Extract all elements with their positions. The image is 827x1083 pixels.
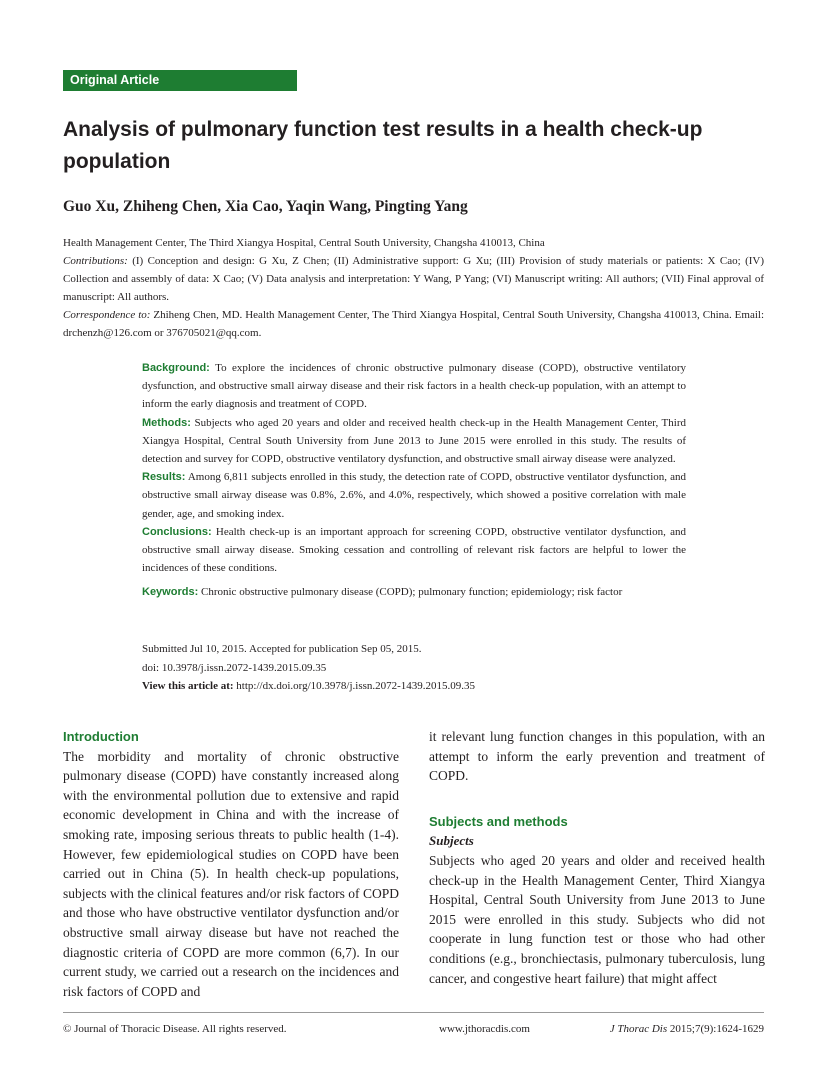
results-text: Among 6,811 subjects enrolled in this study, the detection rate of COPD, obstructive ventilator dysfunction, and obstructive small airway disease was 0.8%, 2.6%, and 4.0%, respectively, which showed a positive correlation with male gender, age, and smoking index.	[142, 471, 686, 520]
article-metadata	[63, 234, 764, 342]
copyright: © Journal of Thoracic Disease. All rights reserved.	[63, 1023, 287, 1035]
results-label: Results:	[142, 471, 186, 484]
contributions-text: (I) Conception and design: G Xu, Z Chen; (II) Administrative support: G Xu; (III) Provision of study materials or patients: X Cao; (IV) Collection and assembly of data: X Cao; (V) Data analysis and interpretation: Y Wang, P Yang; (VI) Manuscript writing: All authors; (VII) Final approval of manuscript: All authors.	[63, 255, 764, 303]
affiliation: Health Management Center, The Third Xiangya Hospital, Central South University, Changsha 410013, China	[63, 237, 545, 249]
conclusions-label: Conclusions:	[142, 525, 212, 538]
introduction-heading: Introduction	[63, 729, 139, 744]
abstract-conclusions	[142, 523, 686, 578]
view-url[interactable]: http://dx.doi.org/10.3978/j.issn.2072-1439.2015.09.35	[233, 680, 476, 692]
abstract-background	[142, 359, 686, 414]
view-article	[142, 677, 686, 696]
correspondence-label: Correspondence to:	[63, 309, 151, 321]
citation-details: 2015;7(9):1624-1629	[667, 1023, 764, 1035]
page-footer	[63, 1020, 764, 1038]
doi: doi: 10.3978/j.issn.2072-1439.2015.09.35	[142, 661, 327, 674]
background-text: To explore the incidences of chronic obstructive pulmonary disease (COPD), obstructive ventilatory dysfunction, and obstructive small airway disease and their risk factors in a health check-up population, with an attempt to inform the early diagnosis and treatment of COPD.	[142, 362, 686, 411]
introduction-text: The morbidity and mortality of chronic obstructive pulmonary disease (COPD) have constantly increased along with the environmental pollution due to extensive and rapid economic development in China and with the increase of smoking rate, imposing serious threats to public health (1-4). However, few epidemiological studies on COPD have been carried out in China (5). In health check-up populations, subjects with the clinical features and/or risk factors of COPD and those who have obstructive ventilator dysfunction and/or obstructive small airway disease but have not reached the diagnostic criteria of COPD are more common (6,7). In our current study, we carried out a research on the incidences and risk factors of COPD and	[63, 748, 399, 999]
contributions-label: Contributions:	[63, 255, 128, 267]
journal-website[interactable]: www.jthoracdis.com	[439, 1023, 530, 1035]
background-label: Background:	[142, 362, 210, 374]
subjects-subheading: Subjects	[429, 833, 474, 849]
view-label: View this article at:	[142, 680, 234, 692]
right-column	[429, 727, 765, 988]
introduction-continued: it relevant lung function changes in this population, with an attempt to inform the early prevention and treatment of COPD.	[429, 729, 765, 784]
article-type-badge: Original Article	[63, 70, 297, 91]
methods-text: Subjects who aged 20 years and older and received health check-up in the Health Management Center, Third Xiangya Hospital, Central South University from June 2013 to June 2015 were enrolled in this study. The results of detection and survey for COPD, obstructive ventilatory dysfunction, and obstructive small airway disease were analyzed.	[142, 416, 686, 466]
abstract	[142, 359, 686, 602]
conclusions-text: Health check-up is an important approach for screening COPD, obstructive ventilator dysfunction, and obstructive small airway disease. Smoking cessation and controlling of relevant risk factors are helpful to lower the incidences of these conditions.	[142, 525, 686, 575]
abstract-methods	[142, 414, 686, 469]
keywords-text: Chronic obstructive pulmonary disease (COPD); pulmonary function; epidemiology; risk factor	[198, 586, 623, 599]
methods-heading: Subjects and methods	[429, 813, 568, 829]
journal-abbrev: J Thorac Dis	[609, 1023, 668, 1035]
author-list: Guo Xu, Zhiheng Chen, Xia Cao, Yaqin Wang, Pingting Yang	[63, 198, 468, 215]
keywords-label: Keywords:	[142, 586, 199, 599]
methods-label: Methods:	[142, 416, 191, 429]
citation	[610, 1020, 764, 1038]
correspondence-text: Zhiheng Chen, MD. Health Management Center, The Third Xiangya Hospital, Central South University, Changsha 410013, China. Email: drchenzh@126.com or 376705021@qq.com.	[63, 309, 764, 339]
footer-divider	[63, 1012, 764, 1013]
subjects-text: Subjects who aged 20 years and older and received health check-up in the Health Management Center, Third Xiangya Hospital, Central South University from June 2013 to June 2015 were enrolled in this study. Subjects who did not cooperate in lung function test or those who had other conditions (e.g., bronchiectasis, pulmonary tuberculosis, lung cancer, and congestive heart failure) that might affect	[429, 852, 765, 986]
abstract-results	[142, 468, 686, 523]
submission-dates: Submitted Jul 10, 2015. Accepted for publication Sep 05, 2015.	[142, 643, 422, 655]
abstract-keywords	[142, 583, 686, 601]
contributions	[63, 252, 764, 306]
correspondence	[63, 306, 764, 342]
publication-info	[142, 640, 686, 696]
left-column	[63, 727, 399, 1001]
article-title: Analysis of pulmonary function test results in a health check-up population	[63, 118, 703, 173]
